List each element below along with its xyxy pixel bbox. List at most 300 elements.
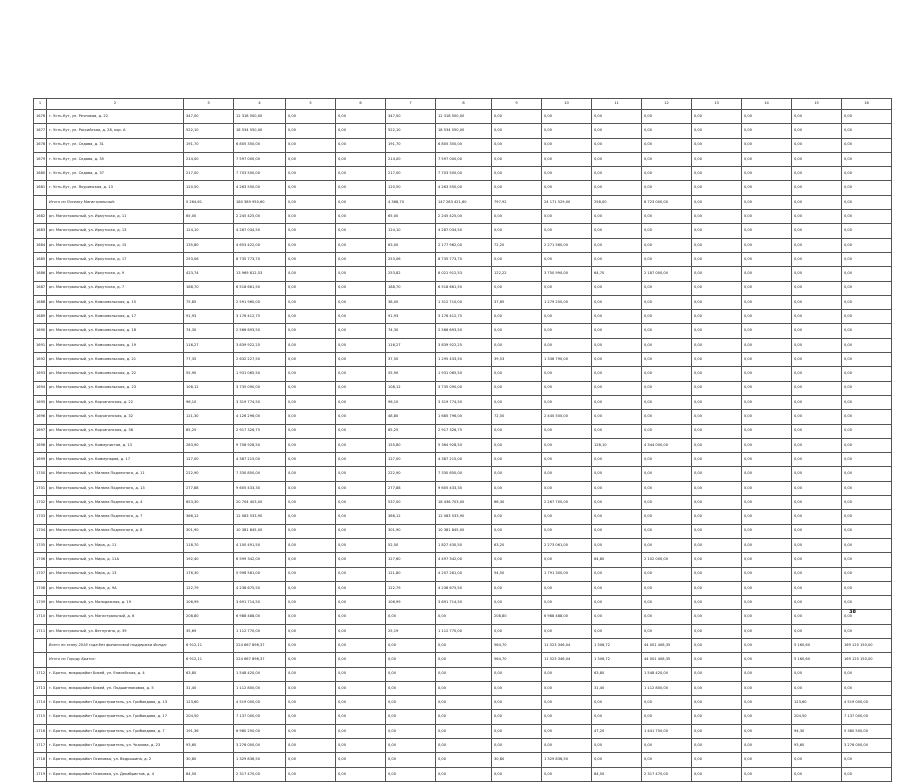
value-cell: 4 287 034,50 — [234, 224, 286, 238]
value-cell: 0,00 — [792, 610, 842, 624]
address-cell: рп. Магистральный, ул. Мира, д. 9А — [47, 581, 184, 595]
value-cell: 0,00 — [742, 381, 792, 395]
value-cell: 0,00 — [592, 524, 642, 538]
value-cell: 0,00 — [592, 167, 642, 181]
value-cell: 0,00 — [592, 367, 642, 381]
value-cell: 31,40 — [592, 681, 642, 695]
value-cell: 0,00 — [286, 353, 336, 367]
value-cell: 0,00 — [592, 467, 642, 481]
value-cell: 1 306,72 — [592, 638, 642, 652]
value-cell: 0,00 — [642, 696, 692, 710]
value-cell: 6 805 350,00 — [436, 138, 492, 152]
value-cell: 0,00 — [492, 624, 542, 638]
value-cell: 5 160,60 — [792, 653, 842, 667]
value-cell: 1 548 420,00 — [234, 667, 286, 681]
value-cell: 0,00 — [542, 596, 592, 610]
value-cell: 0,00 — [642, 238, 692, 252]
value-cell: 0,00 — [792, 424, 842, 438]
value-cell: 75,85 — [184, 295, 234, 309]
value-cell: 7 597 000,00 — [436, 152, 492, 166]
value-cell: 127,00 — [386, 453, 436, 467]
value-cell: 0,00 — [542, 481, 592, 495]
value-cell: 0,00 — [592, 152, 642, 166]
value-cell: 0,00 — [542, 767, 592, 781]
value-cell: 0,00 — [286, 653, 336, 667]
value-cell: 65,00 — [386, 210, 436, 224]
value-cell: 48,80 — [386, 410, 436, 424]
value-cell: 3 276 000,00 — [234, 739, 286, 753]
value-cell: 0,00 — [286, 753, 336, 767]
address-cell: рп. Магистральный, ул. Иркутская, д. 15 — [47, 238, 184, 252]
value-cell: 347,00 — [184, 110, 234, 124]
value-cell: 0,00 — [692, 724, 742, 738]
value-cell: 0,00 — [542, 424, 592, 438]
value-cell: 8 723 000,00 — [642, 195, 692, 209]
value-cell: 9 708 928,50 — [234, 438, 286, 452]
value-cell: 2 245 425,00 — [234, 210, 286, 224]
value-cell: 0,00 — [842, 338, 892, 352]
value-cell: 0,00 — [592, 338, 642, 352]
value-cell: 3 691 714,50 — [436, 596, 492, 610]
value-cell: 18 436 703,00 — [436, 496, 492, 510]
value-cell: 0,00 — [542, 310, 592, 324]
value-cell: 0,00 — [692, 338, 742, 352]
value-cell: 0,00 — [286, 210, 336, 224]
value-cell: 224 667 896,37 — [234, 653, 286, 667]
table-row — [34, 510, 892, 524]
value-cell: 0,00 — [842, 395, 892, 409]
value-cell: 0,00 — [792, 252, 842, 266]
value-cell: 0,00 — [692, 481, 742, 495]
value-cell: 2 917 326,75 — [234, 424, 286, 438]
address-cell: г. Братск, микрорайон Бикей, ул. Подшипниковая, д. 5 — [47, 681, 184, 695]
address-cell: г. Братск, микрорайон Осиновка, ул. Декабристов, д. 4 — [47, 767, 184, 781]
value-cell: 0,00 — [692, 624, 742, 638]
value-cell: 0,00 — [286, 453, 336, 467]
value-cell: 0,00 — [792, 438, 842, 452]
value-cell: 1 306,72 — [592, 653, 642, 667]
value-cell: 0,00 — [842, 767, 892, 781]
value-cell: 0,00 — [642, 324, 692, 338]
value-cell: 0,00 — [542, 739, 592, 753]
value-cell: 653,30 — [184, 496, 234, 510]
value-cell: 0,00 — [386, 710, 436, 724]
row-number-cell: 1719 — [34, 767, 47, 781]
value-cell: 0,00 — [436, 753, 492, 767]
value-cell: 0,00 — [692, 238, 742, 252]
value-cell: 123,60 — [184, 696, 234, 710]
value-cell: 72,50 — [492, 410, 542, 424]
value-cell: 0,00 — [286, 295, 336, 309]
row-number-cell: 1705 — [34, 538, 47, 552]
value-cell: 116,27 — [184, 338, 234, 352]
value-cell: 0,00 — [436, 767, 492, 781]
value-cell: 0,00 — [336, 267, 386, 281]
value-cell: 2 917 326,75 — [436, 424, 492, 438]
value-cell: 2 177 962,00 — [436, 238, 492, 252]
table-row — [34, 753, 892, 767]
value-cell: 0,00 — [436, 681, 492, 695]
value-cell: 1 329 836,50 — [234, 753, 286, 767]
value-cell: 0,00 — [336, 581, 386, 595]
value-cell: 0,00 — [642, 453, 692, 467]
value-cell: 91,93 — [386, 310, 436, 324]
table-row — [34, 410, 892, 424]
row-number-cell — [34, 195, 47, 209]
value-cell: 0,00 — [592, 538, 642, 552]
value-cell: 4 263 550,00 — [234, 181, 286, 195]
value-cell: 0,00 — [692, 581, 742, 595]
value-cell: 0,00 — [792, 596, 842, 610]
value-cell: 4 519 000,00 — [234, 696, 286, 710]
row-number-cell: 1716 — [34, 724, 47, 738]
value-cell: 0,00 — [742, 653, 792, 667]
value-cell: 0,00 — [492, 310, 542, 324]
value-cell: 537,00 — [386, 496, 436, 510]
value-cell: 204,50 — [184, 710, 234, 724]
value-cell: 0,00 — [842, 124, 892, 138]
value-cell: 0,00 — [742, 496, 792, 510]
value-cell: 0,00 — [842, 524, 892, 538]
value-cell: 6 912,11 — [184, 638, 234, 652]
row-number-cell: 1695 — [34, 395, 47, 409]
address-cell: рп. Магистральный, ул. Иркутская, д. 9 — [47, 267, 184, 281]
address-cell: рп. Магистральный, ул. Коммунаров, д. 17 — [47, 453, 184, 467]
value-cell: 0,00 — [692, 353, 742, 367]
value-cell: 169 125 150,00 — [842, 653, 892, 667]
value-cell: 191,70 — [184, 138, 234, 152]
row-number-cell: 1694 — [34, 381, 47, 395]
value-cell: 37,50 — [386, 353, 436, 367]
value-cell: 0,00 — [842, 252, 892, 266]
table-row — [34, 210, 892, 224]
value-cell: 3 276 000,00 — [842, 739, 892, 753]
value-cell: 0,00 — [386, 681, 436, 695]
value-cell: 0,00 — [286, 596, 336, 610]
value-cell: 0,00 — [742, 138, 792, 152]
value-cell: 0,00 — [336, 496, 386, 510]
value-cell: 0,00 — [842, 496, 892, 510]
value-cell: 0,00 — [742, 610, 792, 624]
value-cell: 0,00 — [842, 624, 892, 638]
value-cell: 0,00 — [492, 681, 542, 695]
row-number-cell: 1682 — [34, 210, 47, 224]
value-cell: 63,80 — [592, 667, 642, 681]
value-cell: 0,00 — [842, 267, 892, 281]
row-number-cell: 1717 — [34, 739, 47, 753]
value-cell: 0,00 — [692, 395, 742, 409]
table-row — [34, 453, 892, 467]
value-cell: 84,50 — [184, 767, 234, 781]
value-cell: 0,00 — [692, 438, 742, 452]
value-cell: 0,00 — [742, 596, 792, 610]
value-cell: 0,00 — [692, 110, 742, 124]
value-cell: 0,00 — [842, 195, 892, 209]
table-row — [34, 739, 892, 753]
value-cell: 0,00 — [742, 524, 792, 538]
value-cell: 0,00 — [336, 538, 386, 552]
value-cell: 0,00 — [692, 538, 742, 552]
value-cell: 253,06 — [184, 252, 234, 266]
value-cell: 0,00 — [286, 238, 336, 252]
value-cell: 0,00 — [592, 581, 642, 595]
value-cell: 0,00 — [842, 453, 892, 467]
value-cell: 6 980 250,00 — [234, 724, 286, 738]
value-cell: 222,90 — [184, 467, 234, 481]
value-cell: 3 839 922,25 — [234, 338, 286, 352]
value-cell: 0,00 — [792, 110, 842, 124]
value-cell: 0,00 — [542, 324, 592, 338]
row-number-cell: 1692 — [34, 353, 47, 367]
value-cell: 0,00 — [592, 696, 642, 710]
value-cell: 0,00 — [592, 210, 642, 224]
value-cell: 0,00 — [336, 696, 386, 710]
value-cell: 1 931 065,50 — [234, 367, 286, 381]
value-cell: 128,10 — [592, 438, 642, 452]
row-number-cell — [34, 653, 47, 667]
row-number-cell: 1683 — [34, 224, 47, 238]
value-cell: 0,00 — [642, 181, 692, 195]
value-cell: 222,90 — [386, 467, 436, 481]
value-cell: 0,00 — [336, 152, 386, 166]
value-cell: 12 083 533,90 — [436, 510, 492, 524]
value-cell: 0,00 — [742, 767, 792, 781]
value-cell: 0,00 — [286, 510, 336, 524]
value-cell: 214,00 — [386, 152, 436, 166]
value-cell: 0,00 — [492, 667, 542, 681]
value-cell: 0,00 — [742, 252, 792, 266]
value-cell: 0,00 — [286, 667, 336, 681]
value-cell: 0,00 — [592, 324, 642, 338]
row-number-cell: 1709 — [34, 596, 47, 610]
value-cell: 7 137 000,00 — [842, 710, 892, 724]
value-cell: 0,00 — [592, 181, 642, 195]
value-cell: 0,00 — [692, 553, 742, 567]
value-cell: 217,00 — [386, 167, 436, 181]
value-cell: 0,00 — [792, 267, 842, 281]
value-cell: 0,00 — [336, 667, 386, 681]
value-cell: 180 389 950,60 — [234, 195, 286, 209]
table-row — [34, 395, 892, 409]
value-cell: 0,00 — [692, 124, 742, 138]
value-cell: 283,90 — [184, 438, 234, 452]
address-cell: рп. Магистральный, ул. Корчагинская, д. 32 — [47, 410, 184, 424]
value-cell: 0,00 — [592, 310, 642, 324]
value-cell: 6 805 350,00 — [234, 138, 286, 152]
row-number-cell: 1706 — [34, 553, 47, 567]
address-cell: г. Братск, микрорайон Гидростроитель, ул. Грибоедова, д. 7 — [47, 724, 184, 738]
value-cell: 0,00 — [692, 510, 742, 524]
value-cell: 0,00 — [436, 638, 492, 652]
value-cell: 84,50 — [592, 767, 642, 781]
value-cell: 123,60 — [792, 696, 842, 710]
row-number-cell: 1713 — [34, 681, 47, 695]
value-cell: 0,00 — [642, 496, 692, 510]
value-cell: 0,00 — [492, 367, 542, 381]
value-cell: 0,00 — [492, 710, 542, 724]
value-cell: 1 295 433,50 — [436, 353, 492, 367]
value-cell: 0,00 — [842, 467, 892, 481]
value-cell: 0,00 — [642, 110, 692, 124]
value-cell: 0,00 — [742, 553, 792, 567]
value-cell: 124,10 — [184, 224, 234, 238]
value-cell: 0,00 — [592, 624, 642, 638]
value-cell: 0,00 — [592, 753, 642, 767]
value-cell: 120,50 — [184, 181, 234, 195]
value-cell: 0,00 — [286, 496, 336, 510]
value-cell: 301,90 — [184, 524, 234, 538]
value-cell: 0,00 — [642, 138, 692, 152]
value-cell: 0,00 — [692, 610, 742, 624]
value-cell: 0,00 — [842, 538, 892, 552]
value-cell: 94,30 — [792, 724, 842, 738]
row-number-cell: 1685 — [34, 252, 47, 266]
value-cell: 4 368,70 — [386, 195, 436, 209]
value-cell: 0,00 — [842, 381, 892, 395]
value-cell: 0,00 — [542, 524, 592, 538]
value-cell: 204,50 — [792, 710, 842, 724]
row-number-cell: 1701 — [34, 481, 47, 495]
row-number-cell: 1690 — [34, 324, 47, 338]
value-cell: 11 523 346,04 — [542, 638, 592, 652]
address-cell: г. Усть-Кут, ул. Речников, д. 22 — [47, 110, 184, 124]
value-cell: 0,00 — [692, 653, 742, 667]
value-cell: 6 988 488,00 — [542, 610, 592, 624]
value-cell: 0,00 — [592, 110, 642, 124]
value-cell: 0,00 — [792, 124, 842, 138]
value-cell: 0,00 — [842, 210, 892, 224]
value-cell: 0,00 — [336, 553, 386, 567]
value-cell: 0,00 — [286, 152, 336, 166]
value-cell: 0,00 — [492, 424, 542, 438]
value-cell: 0,00 — [436, 710, 492, 724]
value-cell: 0,00 — [542, 224, 592, 238]
row-number-cell: 1691 — [34, 338, 47, 352]
value-cell: 44 001 408,35 — [642, 653, 692, 667]
row-number-cell: 1678 — [34, 138, 47, 152]
value-cell: 0,00 — [492, 596, 542, 610]
value-cell: 0,00 — [592, 710, 642, 724]
table-row — [34, 681, 892, 695]
value-cell: 0,00 — [286, 739, 336, 753]
value-cell: 0,00 — [592, 410, 642, 424]
value-cell: 0,00 — [642, 252, 692, 266]
value-cell: 0,00 — [286, 696, 336, 710]
value-cell: 0,00 — [692, 195, 742, 209]
value-cell: 0,00 — [286, 567, 336, 581]
value-cell: 0,00 — [692, 252, 742, 266]
value-cell: 0,00 — [286, 581, 336, 595]
value-cell: 1 548 420,00 — [642, 667, 692, 681]
value-cell: 65,00 — [184, 210, 234, 224]
value-cell: 0,00 — [492, 338, 542, 352]
value-cell: 0,00 — [492, 524, 542, 538]
address-cell: г. Усть-Кут, ул. Российская, д. 28, кор. А — [47, 124, 184, 138]
column-number: 3 — [184, 99, 234, 110]
value-cell: 0,00 — [792, 238, 842, 252]
value-cell: 0,00 — [592, 610, 642, 624]
table-row — [34, 267, 892, 281]
value-cell: 0,00 — [692, 138, 742, 152]
value-cell: 0,00 — [692, 324, 742, 338]
value-cell: 47,20 — [592, 724, 642, 738]
value-cell: 0,00 — [592, 481, 642, 495]
value-cell: 12 083 533,90 — [234, 510, 286, 524]
value-cell: 0,00 — [386, 696, 436, 710]
value-cell: 0,00 — [592, 510, 642, 524]
value-cell: 0,00 — [742, 453, 792, 467]
value-cell: 0,00 — [792, 367, 842, 381]
address-cell: рп. Магистральный, ул. Милана Подлесного, д. 11 — [47, 467, 184, 481]
value-cell: 4 344 000,00 — [642, 438, 692, 452]
value-cell: 2 245 425,00 — [436, 210, 492, 224]
value-cell: 0,00 — [842, 681, 892, 695]
address-cell: рп. Магистральный, ул. Мира, д. 11 — [47, 538, 184, 552]
value-cell: 0,00 — [436, 667, 492, 681]
value-cell: 118,70 — [184, 538, 234, 552]
value-cell: 0,00 — [286, 181, 336, 195]
value-cell: 0,00 — [492, 181, 542, 195]
value-cell: 2 273 061,00 — [542, 538, 592, 552]
value-cell: 0,00 — [792, 553, 842, 567]
value-cell: 0,00 — [542, 181, 592, 195]
row-number-cell: 1703 — [34, 510, 47, 524]
value-cell: 0,00 — [592, 353, 642, 367]
value-cell: 7 703 500,00 — [234, 167, 286, 181]
value-cell: 0,00 — [742, 224, 792, 238]
value-cell: 423,74 — [184, 267, 234, 281]
value-cell: 0,00 — [286, 767, 336, 781]
address-cell: рп. Магистральный, ул. Комсомольская, д. 15 — [47, 295, 184, 309]
value-cell: 366,12 — [386, 510, 436, 524]
value-cell: 0,00 — [286, 467, 336, 481]
value-cell: 0,00 — [842, 567, 892, 581]
subtotal-row — [34, 638, 892, 652]
value-cell: 0,00 — [842, 553, 892, 567]
value-cell: 0,00 — [642, 310, 692, 324]
value-cell: 277,88 — [184, 481, 234, 495]
value-cell: 44 001 408,35 — [642, 638, 692, 652]
value-cell: 208,80 — [492, 610, 542, 624]
value-cell: 0,00 — [692, 767, 742, 781]
value-cell: 0,00 — [692, 424, 742, 438]
value-cell: 0,00 — [336, 653, 386, 667]
value-cell: 93,60 — [792, 739, 842, 753]
value-cell: 0,00 — [742, 739, 792, 753]
value-cell: 85,25 — [184, 424, 234, 438]
value-cell: 77,35 — [184, 353, 234, 367]
table-row — [34, 238, 892, 252]
table-row — [34, 367, 892, 381]
table-row — [34, 610, 892, 624]
value-cell: 0,00 — [642, 710, 692, 724]
row-number-cell: 1707 — [34, 567, 47, 581]
value-cell: 0,00 — [592, 424, 642, 438]
value-cell: 0,00 — [642, 367, 692, 381]
value-cell: 0,00 — [792, 538, 842, 552]
table-row — [34, 324, 892, 338]
row-number-cell: 1679 — [34, 152, 47, 166]
table-row — [34, 124, 892, 138]
value-cell: 0,00 — [336, 138, 386, 152]
value-cell: 0,00 — [792, 581, 842, 595]
address-cell: рп. Магистральный, ул. Милана Подлесного, д. 13 — [47, 481, 184, 495]
value-cell: 0,00 — [842, 610, 892, 624]
value-cell: 1 112 770,00 — [436, 624, 492, 638]
value-cell: 0,00 — [336, 767, 386, 781]
value-cell: 169 125 150,00 — [842, 638, 892, 652]
column-number: 7 — [386, 99, 436, 110]
